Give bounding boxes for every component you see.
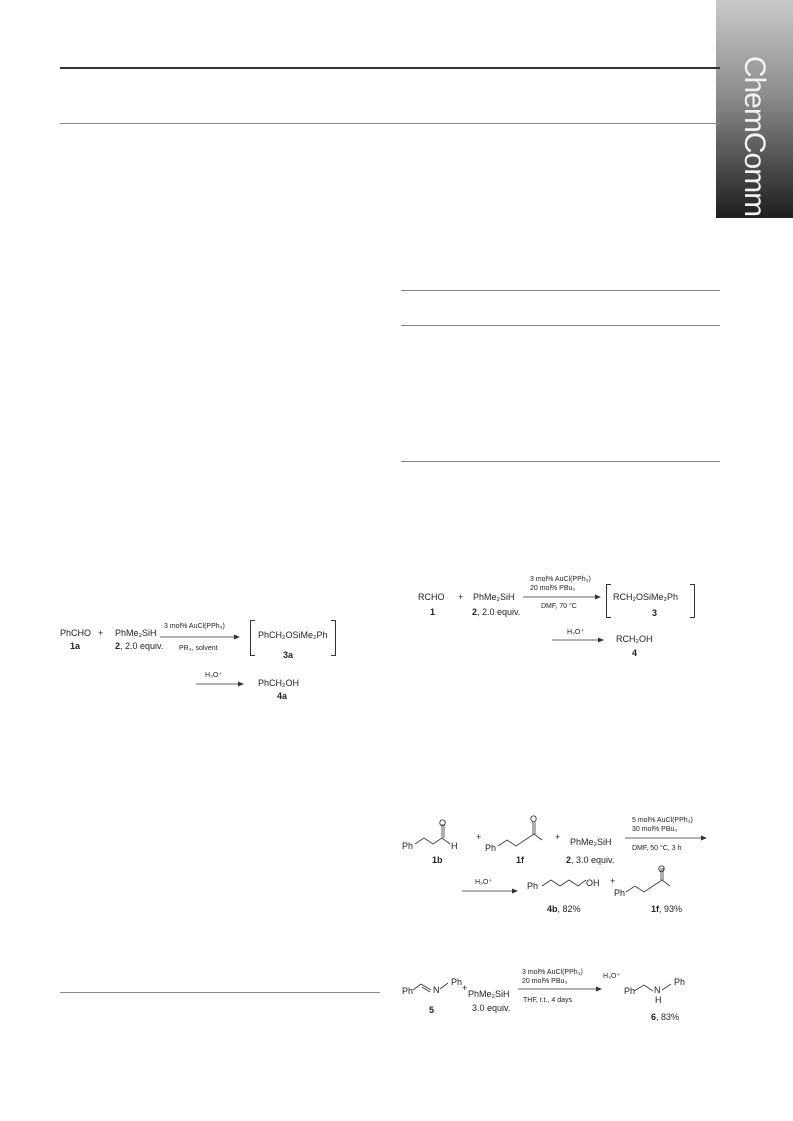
reaction-arrow <box>625 835 707 841</box>
product: RCH₂OH <box>616 634 653 644</box>
workup: H₃O⁺ <box>567 629 585 636</box>
workup: H₃O⁺ <box>475 879 493 886</box>
reaction-arrow <box>160 634 240 640</box>
reactant: RCHO <box>418 592 445 602</box>
h-label: H <box>655 995 662 1005</box>
ph-label: Ph <box>624 986 636 996</box>
plus: + <box>610 876 616 886</box>
silane: PhMe₂SiH <box>473 592 515 602</box>
silane: PhMe₂SiH <box>468 989 510 999</box>
ph-label: Ph <box>527 881 539 891</box>
ph-label: Ph <box>674 977 686 987</box>
ph-label: Ph <box>451 977 463 987</box>
ph-label: Ph <box>485 843 497 853</box>
ph-label: Ph <box>402 841 414 851</box>
conditions-line2: 20 mol% PBu₃ <box>530 585 576 592</box>
reaction-arrow <box>523 594 601 600</box>
intermediate-id: 3a <box>283 650 294 660</box>
h-label: H <box>451 841 458 851</box>
n-label: N <box>654 985 661 995</box>
product-id: 4a <box>277 691 288 701</box>
imine-id: 5 <box>429 1005 435 1015</box>
plus: + <box>476 832 482 842</box>
silane-label: 2, 2.0 equiv. <box>472 607 521 617</box>
aldehyde-id: 1b <box>432 855 443 865</box>
ph-label: Ph <box>614 888 626 898</box>
conditions-bottom: DMF, 70 °C <box>541 603 577 610</box>
bracket-right <box>331 620 336 656</box>
conditions-line1: 3 mol% AuCl(PPh₃) <box>522 969 583 976</box>
plus: + <box>555 832 561 842</box>
silane: PhMe₂SiH <box>570 837 612 847</box>
alcohol-label: 4b, 82% <box>547 904 581 914</box>
conditions-line2: 20 mol% PBu₃ <box>522 978 568 985</box>
conditions-line1: 5 mol% AuCl(PPh₃) <box>632 817 693 824</box>
reaction-arrow <box>518 986 602 992</box>
reactant-id: 1a <box>70 641 81 651</box>
conditions-bottom: THF, r.t., 4 days <box>523 997 573 1004</box>
reactant-id: 1 <box>430 607 436 617</box>
header-rule-top <box>60 67 720 69</box>
conditions-line2: 30 mol% PBu₃ <box>632 826 678 833</box>
oh-label: OH <box>586 878 600 888</box>
journal-tab-label: ChemComm <box>738 55 771 217</box>
workup-arrow <box>552 637 604 643</box>
product: PhCH₂OH <box>258 678 300 688</box>
bracket-left <box>606 584 611 618</box>
conditions-line1: 3 mol% AuCl(PPh₃) <box>530 576 591 583</box>
plus: + <box>458 592 464 602</box>
conditions-bottom: PR₃, solvent <box>179 645 218 652</box>
workup: H₃O⁺ <box>205 672 223 679</box>
o-label: O <box>530 814 538 824</box>
conditions-bottom: DMF, 50 °C, 3 h <box>632 845 682 852</box>
plus: + <box>462 983 468 993</box>
footnote-rule <box>60 992 380 993</box>
o-label: O <box>658 864 666 874</box>
table-rule-mid <box>401 325 720 326</box>
ketone-recovered-label: 1f, 93% <box>651 904 683 914</box>
plus: + <box>98 628 104 638</box>
bracket-right <box>690 584 695 618</box>
table-rule-bottom <box>401 461 720 462</box>
silane-equiv: 3.0 equiv. <box>472 1003 511 1013</box>
amine-label: 6, 83% <box>651 1012 680 1022</box>
workup-arrow <box>462 888 518 894</box>
o-label: O <box>439 818 447 828</box>
ph-label: Ph <box>402 986 414 996</box>
silane-label: 2, 3.0 equiv. <box>566 855 615 865</box>
n-label: N <box>433 985 440 995</box>
intermediate-id: 3 <box>652 608 658 618</box>
bracket-left <box>250 620 255 656</box>
product-id: 4 <box>632 648 638 658</box>
conditions-top: 3 mol% AuCl(PPh₃) <box>164 623 225 630</box>
silane: PhMe₂SiH <box>115 628 157 638</box>
intermediate: PhCH₂OSiMe₂Ph <box>258 630 328 640</box>
ketone-id: 1f <box>516 855 525 865</box>
reactant: PhCHO <box>60 628 92 638</box>
intermediate: RCH₂OSiMe₂Ph <box>613 592 678 602</box>
silane-label: 2, 2.0 equiv. <box>115 641 164 651</box>
header-rule-bottom <box>60 123 720 124</box>
table-rule-top <box>401 290 720 291</box>
workup: H₃O⁺ <box>603 973 621 980</box>
workup-arrow <box>196 681 244 687</box>
